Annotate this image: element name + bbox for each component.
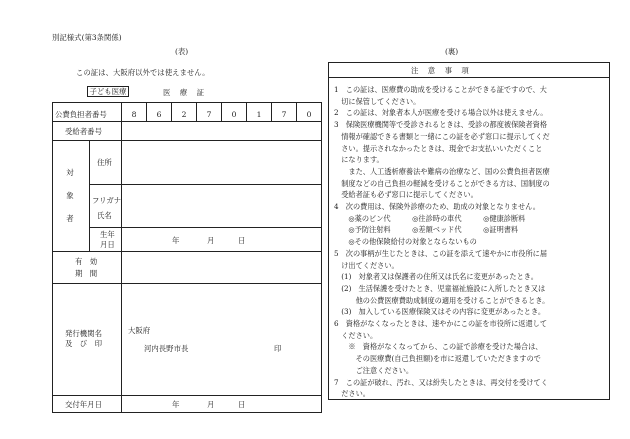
- note-line: になります。: [334, 155, 384, 165]
- note-line: (1) 対象者又は保護者の住所又は氏名に変更があったとき。: [334, 272, 538, 282]
- birth-month-label: 月: [207, 236, 215, 245]
- note-line: 6 資格がなくなったときは、速やかにこの証を市役所に返還して: [334, 319, 548, 328]
- note-line: 情報が確認できる書類と一緒にこの証を必ず窓口に提示してくだ: [334, 131, 550, 141]
- name-label: 氏名: [97, 211, 112, 220]
- address-label: 住所: [97, 158, 112, 167]
- note-line: 2 この証は、対象者本人が医療を受ける場合以外は使えません。: [334, 108, 548, 118]
- birth-year-label: 年: [172, 236, 180, 245]
- subject-char: 対: [66, 168, 74, 177]
- front-notice: この証は、大阪府以外では使えません。: [76, 68, 210, 77]
- note-line: ※ 資格がなくなってから、この証で診療を受けた場合は、: [334, 342, 543, 352]
- note-line: ◎予防注射料 ◎差額ベッド代 ◎証明書料: [334, 225, 519, 235]
- issuer-label-2: 及 び 印: [65, 339, 102, 348]
- seal-label: 印: [274, 344, 282, 353]
- note-line: ご注意ください。: [334, 365, 414, 375]
- note-line: (2) 生活保護を受けたとき、児童福祉施設に入所したとき又は: [334, 283, 546, 293]
- birth-label-1: 生年: [100, 230, 115, 239]
- issuer-label-1: 発行機関名: [65, 329, 102, 338]
- subject-char: 者: [66, 214, 74, 223]
- front-side-label: (表): [175, 47, 189, 56]
- iryo-title: 医 療 証: [163, 88, 205, 97]
- birth-label-2: 月日: [100, 240, 115, 249]
- note-line: さい。提示されなかったときは、現金でお支払いいただくこと: [334, 143, 543, 153]
- validity-label-1: 有 効: [75, 257, 98, 266]
- payer-digit: 7: [206, 110, 212, 119]
- issue-date-label: 交付年月日: [65, 400, 102, 409]
- issue-year-label: 年: [172, 400, 180, 409]
- payer-digit: 8: [131, 110, 137, 119]
- note-line: その医療費(自己負担額)を市に返還していただきますので: [334, 354, 541, 364]
- issuer-prefecture: 大阪府: [128, 326, 151, 335]
- note-line: (3) 加入している医療保険又はその内容に変更があったとき。: [334, 307, 546, 317]
- issue-month-label: 月: [207, 400, 215, 409]
- note-line: 5 次の事柄が生じたときは、この証を添えて速やかに市役所に届: [334, 248, 548, 258]
- payer-digit: 0: [306, 110, 312, 119]
- note-line: ◎その他保険給付の対象とならないもの: [334, 237, 477, 247]
- payer-digit: 6: [156, 110, 162, 119]
- validity-label-2: 期 間: [75, 269, 98, 278]
- note-line: 7 この証が破れ、汚れ、又は紛失したときは、再交付を受けてく: [334, 377, 548, 387]
- note-line: 切に保管してください。: [334, 96, 421, 106]
- note-line: また、人工透析療養法や難病の治療など、国の公費負担者医療: [334, 166, 550, 176]
- note-line: ◎薬のビン代 ◎往診時の車代 ◎健康診断料: [334, 213, 526, 223]
- note-line: 制度などの自己負担の軽減を受けることができる方は、国制度の: [334, 178, 550, 188]
- note-line: ください。: [334, 330, 378, 340]
- issuer-city: 河内長野市長: [144, 344, 189, 353]
- note-line: 受給者証も必ず窓口に提示してください。: [334, 190, 478, 200]
- back-side-label: (裏): [445, 47, 459, 56]
- issue-day-label: 日: [238, 400, 246, 409]
- payer-digit: 7: [281, 110, 287, 119]
- payer-digit: 1: [256, 110, 262, 119]
- subject-char: 象: [66, 191, 74, 200]
- furigana-label: フリガナ: [92, 196, 122, 205]
- note-line: 他の公費医療費助成制度の適用を受けることができるとき。: [334, 295, 550, 305]
- payer-digit: 0: [231, 110, 237, 119]
- note-line: 3 保険医療機関等で受診されるときは、受診の都度被保険者資格: [334, 120, 548, 130]
- note-line: け出てください。: [334, 260, 399, 270]
- recipient-number-label: 受給者番号: [65, 127, 102, 136]
- kodomo-iryo-badge: 子ども医療: [87, 86, 129, 97]
- notes-title: 注 意 事 項: [411, 66, 470, 75]
- form-label: 別記様式(第3条関係): [52, 33, 122, 42]
- note-line: 4 次の費用は、保険外診療のため、助成の対象となりません。: [334, 202, 540, 211]
- note-line: ださい。: [334, 389, 370, 399]
- payer-digit: 2: [181, 110, 187, 119]
- birth-day-label: 日: [238, 236, 246, 245]
- note-line: 1 この証は、医療費の助成を受けることができる証ですので、大: [334, 85, 547, 94]
- payer-number-label: 公費負担者番号: [55, 110, 107, 119]
